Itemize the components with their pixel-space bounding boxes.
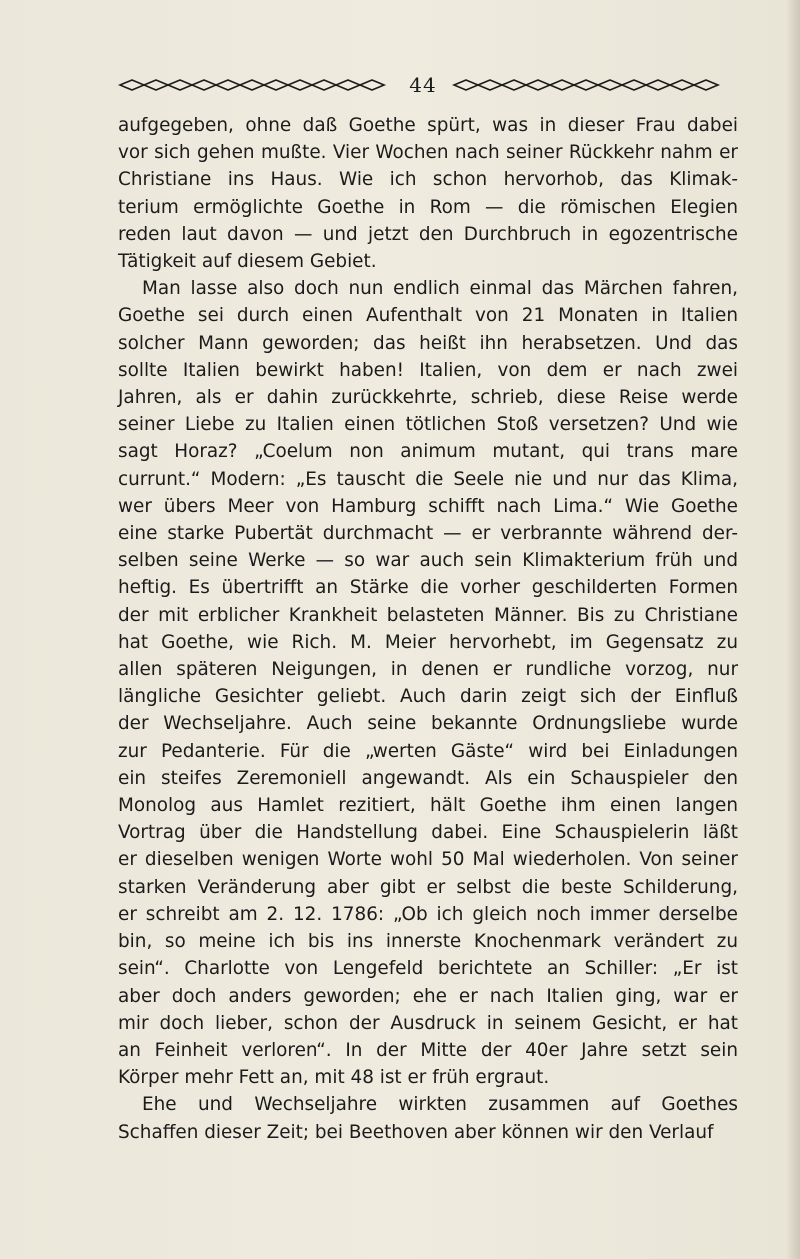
- text-line: eine starke Pubertät durchmacht — er verbrannte während der-: [118, 523, 738, 545]
- text-line: Monolog aus Hamlet rezitiert, hält Goethe ihm einen langen: [118, 795, 738, 817]
- text-line: terium ermöglichte Goethe in Rom — die römischen Elegien: [118, 196, 738, 218]
- text-line: aufgegeben, ohne daß Goethe spürt, was in dieser Frau dabei: [118, 115, 738, 136]
- text-line: sein“. Charlotte von Lengefeld berichtete an Schiller: „Er ist: [118, 958, 738, 980]
- ornament-diamond: [144, 80, 168, 90]
- text-line: Jahren, als er dahin zurückkehrte, schrieb, diese Reise werde: [118, 387, 738, 409]
- text-line: an Feinheit verloren“. In der Mitte der 40er Jahre setzt sein: [118, 1039, 738, 1061]
- ornament-diamond: [502, 80, 526, 90]
- text-line: der Wechseljahre. Auch seine bekannte Ordnungsliebe wurde: [118, 713, 738, 735]
- text-line: Tätigkeit auf diesem Gebiet.: [118, 251, 377, 273]
- text-line: Goethe sei durch einen Aufenthalt von 21 Monaten in Italien: [118, 305, 738, 327]
- ornament-diamond: [694, 80, 718, 90]
- text-line: heftig. Es übertrifft an Stärke die vorher geschilderten Formen: [118, 577, 738, 599]
- ornament-diamond: [288, 80, 312, 90]
- ornament-diamond: [168, 80, 192, 90]
- running-header: [118, 72, 728, 98]
- text-line: sagt Horaz? „Coelum non animum mutant, qui trans mare: [118, 441, 738, 463]
- text-line: wer übers Meer von Hamburg schifft nach Lima.“ Wie Goethe: [118, 495, 738, 517]
- text-line: Christiane ins Haus. Wie ich schon hervorhob, das Klimak-: [118, 169, 738, 191]
- ornament-diamond: [192, 80, 216, 90]
- text-line: mir doch lieber, schon der Ausdruck in seinem Gesicht, er hat: [118, 1012, 738, 1034]
- text-line: er dieselben wenigen Worte wohl 50 Mal wiederholen. Von seiner: [118, 849, 738, 871]
- body-text: [118, 112, 738, 1146]
- ornament-diamond: [264, 80, 288, 90]
- text-line: solcher Mann geworden; das heißt ihn herabsetzen. Und das: [118, 332, 738, 354]
- text-line: ein steifes Zeremoniell angewandt. Als ein Schauspieler den: [118, 767, 738, 789]
- ornament-diamond: [312, 80, 336, 90]
- text-line: sollte Italien bewirkt haben! Italien, von dem er nach zwei: [118, 359, 738, 381]
- text-line: vor sich gehen mußte. Vier Wochen nach seiner Rückkehr nahm er: [118, 142, 738, 164]
- text-line: Körper mehr Fett an, mit 48 ist er früh ergraut.: [118, 1067, 550, 1089]
- ornament-diamond: [646, 80, 670, 90]
- ornament-diamond: [216, 80, 240, 90]
- text-line: Ehe und Wechseljahre wirkten zusammen auf Goethes: [142, 1094, 738, 1116]
- ornament-left: [118, 77, 394, 93]
- text-line: längliche Gesichter geliebt. Auch darin zeigt sich der Einfluß: [118, 686, 738, 708]
- ornament-diamond: [598, 80, 622, 90]
- text-line: starken Veränderung aber gibt er selbst die beste Schilderung,: [118, 876, 738, 898]
- ornament-diamond: [670, 80, 694, 90]
- ornament-diamond: [622, 80, 646, 90]
- ornament-diamond: [360, 80, 384, 90]
- text-line: er schreibt am 2. 12. 1786: „Ob ich gleich noch immer derselbe: [118, 903, 738, 925]
- text-line: aber doch anders geworden; ehe er nach Italien ging, war er: [118, 985, 738, 1007]
- ornament-diamond: [120, 80, 144, 90]
- ornament-diamond: [526, 80, 550, 90]
- text-line: zur Pedanterie. Für die „werten Gäste“ wird bei Einladungen: [118, 740, 738, 762]
- paragraph: [118, 112, 738, 275]
- ornament-right: [452, 77, 728, 93]
- ornament-diamond: [454, 80, 478, 90]
- text-line: Vortrag über die Handstellung dabei. Eine Schauspielerin läßt: [118, 822, 738, 844]
- paragraph: [118, 275, 738, 1091]
- ornament-diamond: [478, 80, 502, 90]
- text-line: Man lasse also doch nun endlich einmal das Märchen fahren,: [142, 278, 738, 300]
- ornament-diamond: [574, 80, 598, 90]
- page-number: 44: [409, 73, 437, 97]
- text-line: der mit erblicher Krankheit belasteten Männer. Bis zu Christiane: [118, 604, 738, 626]
- paragraph: [118, 1091, 738, 1145]
- ornament-diamond: [336, 80, 360, 90]
- page-edge-shadow: [786, 0, 800, 1259]
- text-line: Schaffen dieser Zeit; bei Beethoven aber können wir den Verlauf: [118, 1121, 714, 1143]
- text-line: allen späteren Neigungen, in denen er rundliche vorzog, nur: [118, 659, 738, 681]
- text-line: currunt.“ Modern: „Es tauscht die Seele nie und nur das Klima,: [118, 468, 738, 490]
- text-line: hat Goethe, wie Rich. M. Meier hervorhebt, im Gegensatz zu: [118, 631, 738, 653]
- text-line: selben seine Werke — so war auch sein Klimakterium früh und: [118, 550, 738, 572]
- text-line: seiner Liebe zu Italien einen tötlichen Stoß versetzen? Und wie: [118, 414, 738, 436]
- ornament-diamond: [240, 80, 264, 90]
- ornament-diamond: [550, 80, 574, 90]
- text-line: bin, so meine ich bis ins innerste Knochenmark verändert zu: [118, 931, 738, 953]
- text-line: reden laut davon — und jetzt den Durchbruch in egozentrische: [118, 223, 738, 245]
